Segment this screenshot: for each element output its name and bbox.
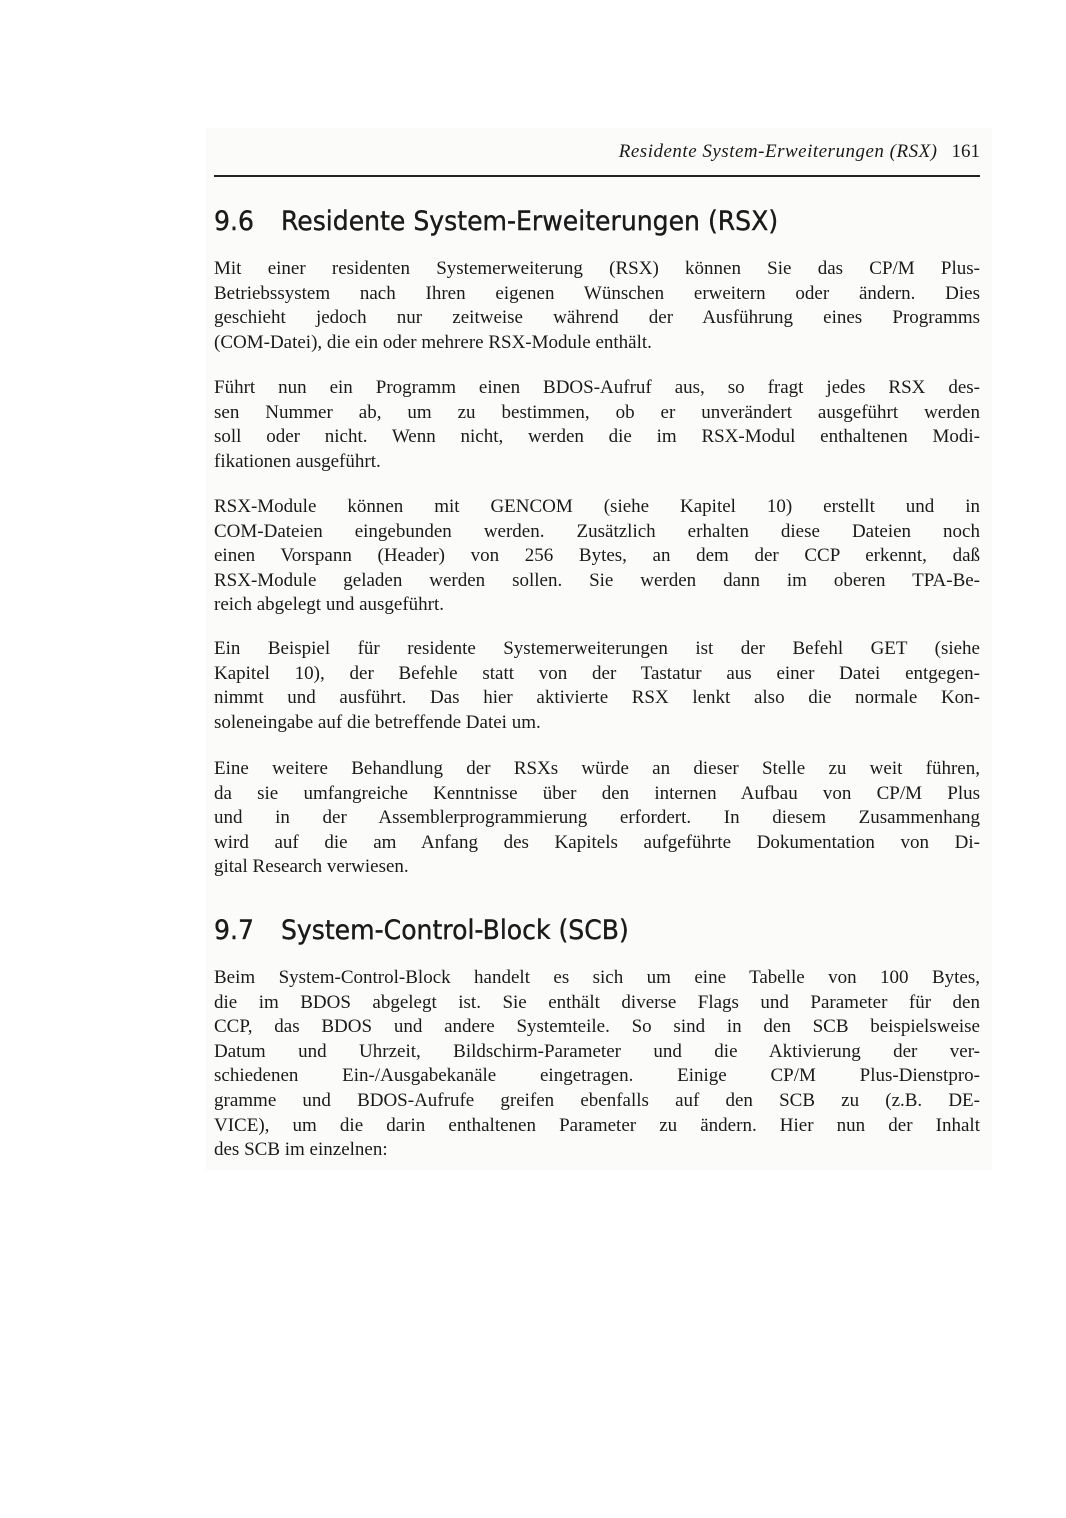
text-line: RSX-Module geladen werden sollen. Sie werden dann im oberen TPA-Be- <box>214 569 980 591</box>
text-line: reich abgelegt und ausgeführt. <box>214 594 445 616</box>
section-heading-9-6 <box>214 205 778 239</box>
paragraph-bdos-call <box>214 376 980 474</box>
text-line: sen Nummer ab, um zu bestimmen, ob er unverändert ausgeführt werden <box>214 401 980 423</box>
running-head <box>214 140 980 164</box>
text-line: gital Research verwiesen. <box>214 856 409 878</box>
text-line: VICE), um die darin enthaltenen Parameter zu ändern. Hier nun der Inhalt <box>214 1114 980 1136</box>
text-line: schiedenen Ein-/Ausgabekanäle eingetragen. Einige CP/M Plus-Dienstpro- <box>214 1065 980 1087</box>
text-line: Kapitel 10), der Befehle statt von der Tastatur aus einer Datei entgegen- <box>214 662 980 684</box>
text-line: da sie umfangreiche Kenntnisse über den internen Aufbau von CP/M Plus <box>214 782 980 804</box>
header-rule <box>214 175 980 177</box>
text-line: Mit einer residenten Systemerweiterung (RSX) können Sie das CP/M Plus- <box>214 258 980 279</box>
text-line: nimmt und ausführt. Das hier aktivierte RSX lenkt also die normale Kon- <box>214 687 980 709</box>
text-line: fikationen ausgeführt. <box>214 450 381 472</box>
text-line: und in der Assemblerprogrammierung erfordert. In diesem Zusammenhang <box>214 807 980 829</box>
text-line: Führt nun ein Programm einen BDOS-Aufruf aus, so fragt jedes RSX des- <box>214 377 980 398</box>
paragraph-further-reading <box>214 757 980 880</box>
paragraph-gencom <box>214 495 980 618</box>
section-title: System-Control-Block (SCB) <box>280 915 629 946</box>
page-number: 161 <box>951 141 980 162</box>
text-line: Betriebssystem nach Ihren eigenen Wünschen erweitern oder ändern. Dies <box>214 282 980 304</box>
text-line: Datum und Uhrzeit, Bildschirm-Parameter und die Aktivierung der ver- <box>214 1040 980 1062</box>
section-title: Residente System-Erweiterungen (RSX) <box>280 206 779 237</box>
text-line: des SCB im einzelnen: <box>214 1139 388 1161</box>
text-line: wird auf die am Anfang des Kapitels aufgeführte Dokumentation von Di- <box>214 831 980 853</box>
section-heading-9-7 <box>214 914 629 948</box>
text-line: CCP, das BDOS und andere Systemteile. So sind in den SCB beispielsweise <box>214 1016 980 1038</box>
text-line: Ein Beispiel für residente Systemerweiterungen ist der Befehl GET (siehe <box>214 638 980 659</box>
section-number: 9.7 <box>214 915 254 946</box>
running-head-title: Residente System-Erweiterungen (RSX) <box>618 141 938 162</box>
text-line: Beim System-Control-Block handelt es sich um eine Tabelle von 100 Bytes, <box>214 967 980 988</box>
text-line: gramme und BDOS-Aufrufe greifen ebenfalls auf den SCB zu (z.B. DE- <box>214 1089 980 1111</box>
paragraph-rsx-intro <box>214 257 980 355</box>
paragraph-get-example <box>214 637 980 735</box>
text-line: einen Vorspann (Header) von 256 Bytes, an dem der CCP erkennt, daß <box>214 545 980 567</box>
text-line: (COM-Datei), die ein oder mehrere RSX-Module enthält. <box>214 331 652 353</box>
text-line: RSX-Module können mit GENCOM (siehe Kapitel 10) erstellt und in <box>214 496 980 517</box>
text-line: soll oder nicht. Wenn nicht, werden die im RSX-Modul enthaltenen Modi- <box>214 426 980 448</box>
section-number: 9.6 <box>214 206 254 237</box>
paragraph-scb-intro <box>214 966 980 1163</box>
text-line: die im BDOS abgelegt ist. Sie enthält diverse Flags und Parameter für den <box>214 991 980 1013</box>
text-line: geschieht jedoch nur zeitweise während der Ausführung eines Programms <box>214 307 980 329</box>
text-line: COM-Dateien eingebunden werden. Zusätzlich erhalten diese Dateien noch <box>214 520 980 542</box>
text-line: soleneingabe auf die betreffende Datei um. <box>214 711 541 733</box>
text-line: Eine weitere Behandlung der RSXs würde an dieser Stelle zu weit führen, <box>214 758 980 779</box>
